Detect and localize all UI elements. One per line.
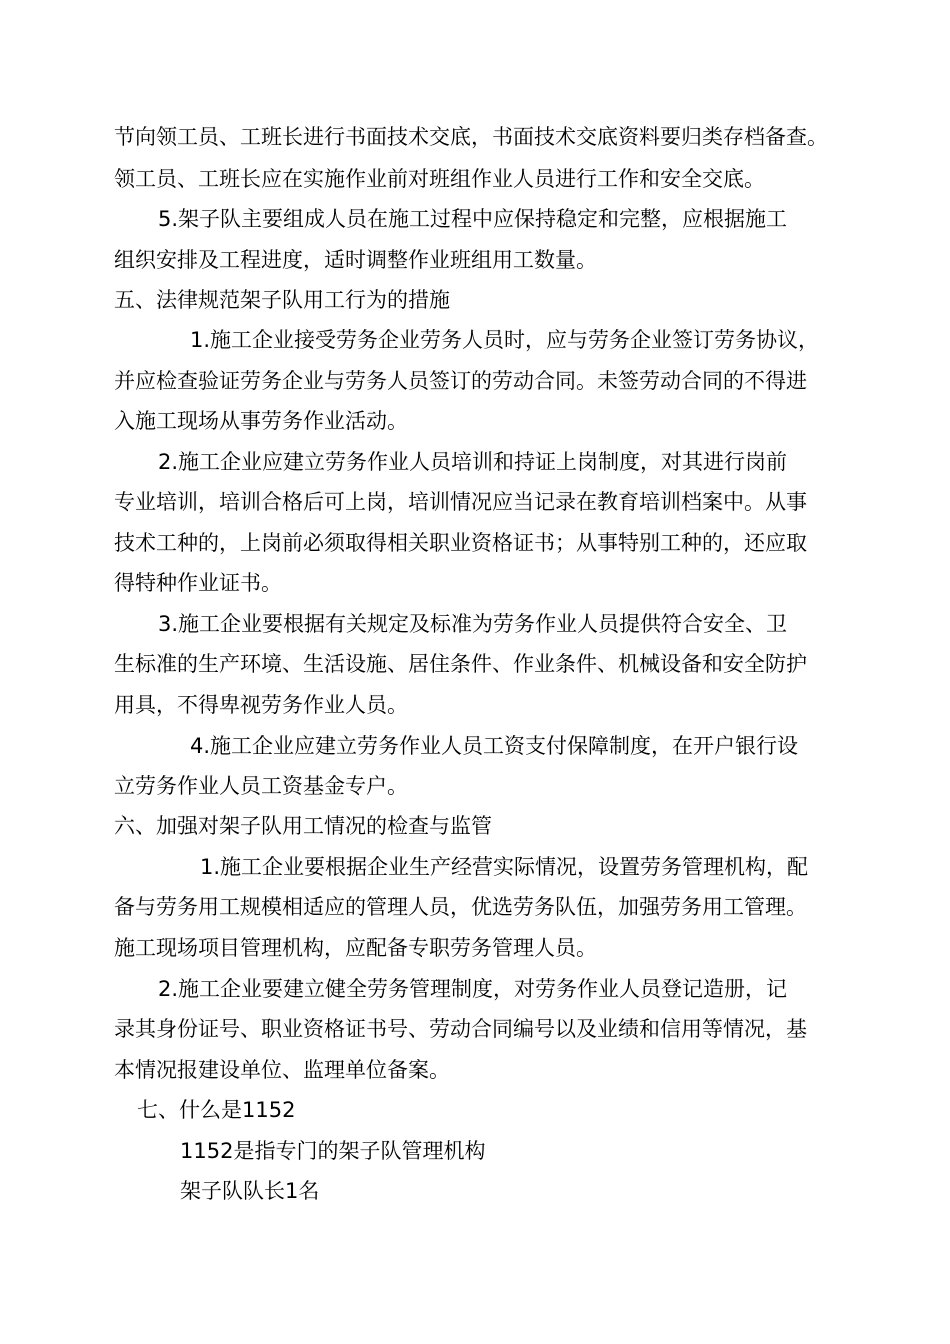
paragraph-line: 1.施工企业接受劳务企业劳务人员时，应与劳务企业签订劳务协议， — [190, 328, 820, 352]
section-heading: 七、什么是1152 — [137, 1098, 296, 1122]
paragraph-line: 技术工种的，上岗前必须取得相关职业资格证书；从事特别工种的，还应取 — [114, 531, 807, 555]
paragraph-line: 2.施工企业应建立劳务作业人员培训和持证上岗制度，对其进行岗前 — [158, 450, 788, 474]
paragraph-line: 立劳务作业人员工资基金专户。 — [114, 774, 408, 798]
paragraph-line: 1152是指专门的架子队管理机构 — [180, 1139, 486, 1163]
paragraph-line: 用具，不得卑视劳务作业人员。 — [114, 693, 408, 717]
paragraph-line: 录其身份证号、职业资格证书号、劳动合同编号以及业绩和信用等情况，基 — [114, 1017, 807, 1041]
paragraph-line: 本情况报建设单位、监理单位备案。 — [114, 1058, 450, 1082]
paragraph-line: 架子队队长1名 — [180, 1179, 320, 1203]
paragraph-line: 得特种作业证书。 — [114, 571, 282, 595]
paragraph-line: 入施工现场从事劳务作业活动。 — [114, 409, 408, 433]
paragraph-line: 3.施工企业要根据有关规定及标准为劳务作业人员提供符合安全、卫 — [158, 612, 788, 636]
paragraph-line: 备与劳务用工规模相适应的管理人员，优选劳务队伍，加强劳务用工管理。 — [114, 895, 807, 919]
paragraph-line: 4.施工企业应建立劳务作业人员工资支付保障制度，在开户银行设 — [190, 734, 799, 758]
paragraph-line: 施工现场项目管理机构，应配备专职劳务管理人员。 — [114, 936, 597, 960]
section-heading: 六、加强对架子队用工情况的检查与监管 — [114, 814, 492, 838]
paragraph-line: 领工员、工班长应在实施作业前对班组作业人员进行工作和安全交底。 — [114, 167, 765, 191]
paragraph-line: 专业培训，培训合格后可上岗，培训情况应当记录在教育培训档案中。从事 — [114, 490, 807, 514]
paragraph-line: 1.施工企业要根据企业生产经营实际情况，设置劳务管理机构，配 — [200, 855, 809, 879]
paragraph-line: 5.架子队主要组成人员在施工过程中应保持稳定和完整，应根据施工 — [158, 207, 788, 231]
paragraph-line: 2.施工企业要建立健全劳务管理制度，对劳务作业人员登记造册，记 — [158, 977, 788, 1001]
paragraph-line: 生标准的生产环境、生活设施、居住条件、作业条件、机械设备和安全防护 — [114, 652, 807, 676]
section-heading: 五、法律规范架子队用工行为的措施 — [114, 288, 450, 312]
paragraph-line: 组织安排及工程进度，适时调整作业班组用工数量。 — [114, 248, 597, 272]
paragraph-line: 并应检查验证劳务企业与劳务人员签订的劳动合同。未签劳动合同的不得进 — [114, 369, 807, 393]
paragraph-line: 节向领工员、工班长进行书面技术交底，书面技术交底资料要归类存档备查。 — [114, 125, 828, 149]
